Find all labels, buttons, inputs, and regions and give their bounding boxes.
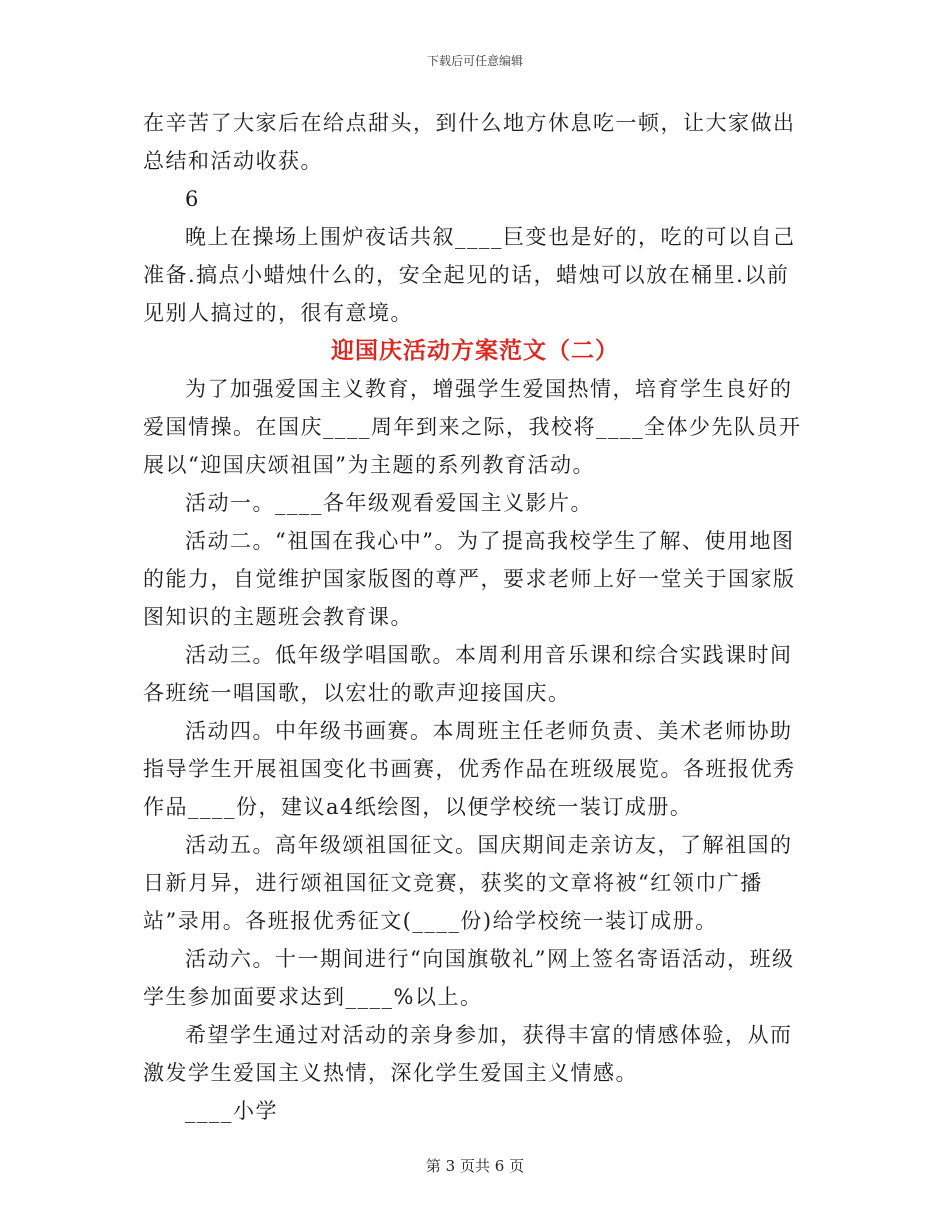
document-body [143,104,807,1130]
paragraph: 活动五。高年级颂祖国征文。国庆期间走亲访友，了解祖国的日新月异，进行颂祖国征文竞赛，获奖的文章将被“红领巾广播站”录用。各班报优秀征文(____份)给学校统一装订成册。 [143,833,793,933]
paragraph: 活动三。低年级学唱国歌。本周利用音乐课和综合实践课时间各班统一唱国歌，以宏壮的歌声迎接国庆。 [143,643,793,705]
paragraph: 活动四。中年级书画赛。本周班主任老师负责、美术老师协助指导学生开展祖国变化书画赛，优秀作品在班级展览。各班报优秀作品____份，建议a4纸绘图，以便学校统一装订成册。 [143,719,796,819]
paragraph: 在辛苦了大家后在给点甜头，到什么地方休息吃一顿，让大家做出总结和活动收获。 [143,111,796,173]
signature-line: ____小学 [185,1099,278,1123]
paragraph: 活动六。十一期间进行“向国旗敬礼”网上签名寄语活动，班级学生参加面要求达到____%以上。 [143,947,795,1009]
page-footer: 第 3 页共 6 页 [425,1157,525,1175]
paragraph: 晚上在操场上围炉夜话共叙____巨变也是好的，吃的可以自己准备.搞点小蜡烛什么的，安全起见的话，蜡烛可以放在桶里.以前见别人搞过的，很有意境。 [143,225,796,325]
paragraph: 6 [185,187,200,211]
section-title: 迎国庆活动方案范文（二） [331,337,619,364]
paragraph: 希望学生通过对活动的亲身参加，获得丰富的情感体验，从而激发学生爱国主义热情，深化学生爱国主义情感。 [143,1023,793,1085]
paragraph: 为了加强爱国主义教育，增强学生爱国热情，培育学生良好的爱国情操。在国庆____周年到来之际，我校将____全体少先队员开展以“迎国庆颂祖国”为主题的系列教育活动。 [143,377,802,477]
page-header: 下载后可任意编辑 [426,54,523,68]
paragraph: 活动二。“祖国在我心中”。为了提高我校学生了解、使用地图的能力，自觉维护国家版图的尊严，要求老师上好一堂关于国家版图知识的主题班会教育课。 [143,529,796,629]
paragraph: 活动一。____各年级观看爱国主义影片。 [185,491,593,515]
